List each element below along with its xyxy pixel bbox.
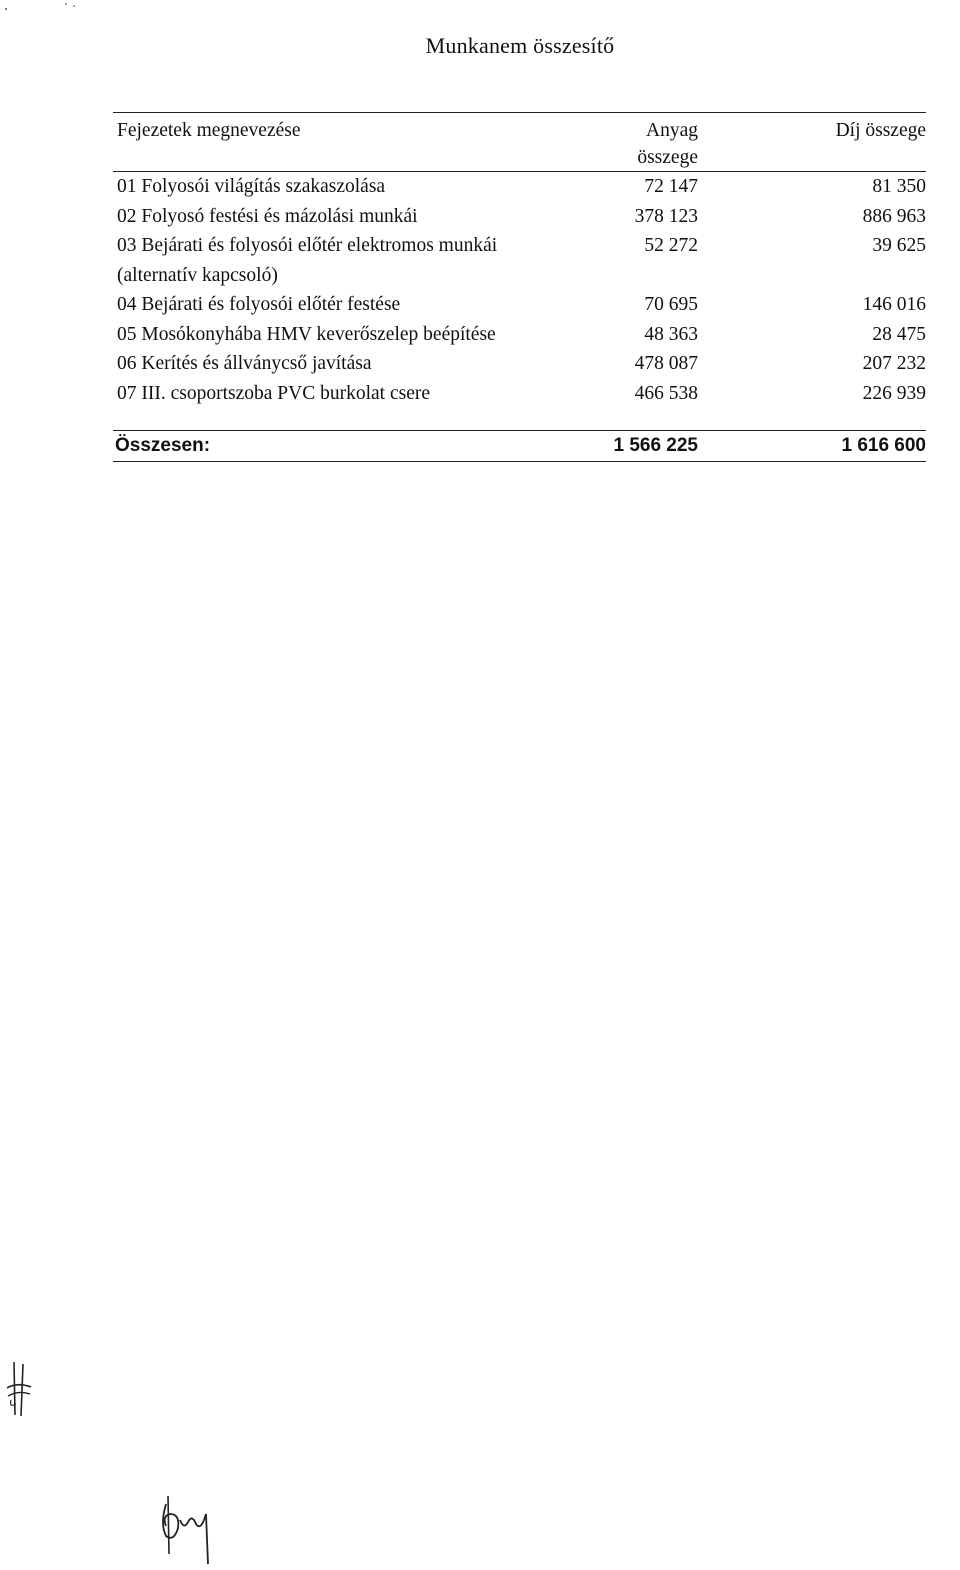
total-material-amount: 1 566 225 bbox=[613, 435, 698, 456]
hash-mark-icon bbox=[4, 1360, 34, 1420]
material-amount: 478 087 bbox=[634, 353, 698, 374]
table-row bbox=[113, 172, 926, 202]
material-amount: 378 123 bbox=[634, 205, 698, 227]
chapter-name: 03 Bejárati és folyosói előtér elektromos munkái (alternatív kapcsoló) bbox=[117, 235, 498, 286]
chapter-name: 05 Mosókonyhába HMV keverőszelep beépítése bbox=[117, 323, 496, 345]
fee-amount: 39 625 bbox=[872, 235, 926, 256]
total-label: Összesen: bbox=[115, 435, 211, 456]
table-row bbox=[113, 290, 926, 320]
table-row bbox=[113, 349, 926, 379]
header-chapter-name: Fejezetek megnevezése bbox=[117, 120, 301, 141]
material-amount: 70 695 bbox=[644, 294, 698, 315]
material-amount: 48 363 bbox=[644, 323, 698, 345]
material-amount: 466 538 bbox=[634, 382, 698, 404]
material-amount: 72 147 bbox=[644, 176, 698, 197]
fee-amount: 207 232 bbox=[862, 353, 926, 374]
chapter-name: 02 Folyosó festési és mázolási munkái bbox=[117, 205, 418, 227]
total-spacer bbox=[113, 408, 926, 430]
fee-amount: 81 350 bbox=[872, 176, 926, 197]
fee-amount: 28 475 bbox=[872, 323, 926, 345]
header-top-rule bbox=[113, 112, 926, 113]
document-title: Munkanem összesítő bbox=[425, 33, 615, 58]
chapter-name: 01 Folyosói világítás szakaszolása bbox=[117, 176, 386, 197]
table-row bbox=[113, 202, 926, 232]
header-material-total: Anyag összege bbox=[637, 120, 698, 168]
fee-amount: 226 939 bbox=[862, 382, 926, 404]
total-fee-amount: 1 616 600 bbox=[841, 435, 926, 456]
table-row bbox=[113, 320, 926, 350]
chapter-name: 06 Kerítés és állványcső javítása bbox=[117, 353, 372, 374]
summary-table bbox=[113, 112, 926, 462]
material-amount: 52 272 bbox=[644, 235, 698, 256]
fee-amount: 146 016 bbox=[862, 294, 926, 315]
fee-amount: 886 963 bbox=[862, 205, 926, 227]
table-header-row bbox=[113, 117, 926, 172]
header-fee-total: Díj összege bbox=[835, 120, 926, 141]
chapter-name: 04 Bejárati és folyosói előtér festése bbox=[117, 294, 401, 315]
table-row bbox=[113, 231, 926, 290]
table-row bbox=[113, 379, 926, 409]
total-row bbox=[113, 431, 926, 462]
handwritten-signature-icon bbox=[152, 1490, 232, 1566]
chapter-name: 07 III. csoportszoba PVC burkolat csere bbox=[117, 382, 430, 404]
